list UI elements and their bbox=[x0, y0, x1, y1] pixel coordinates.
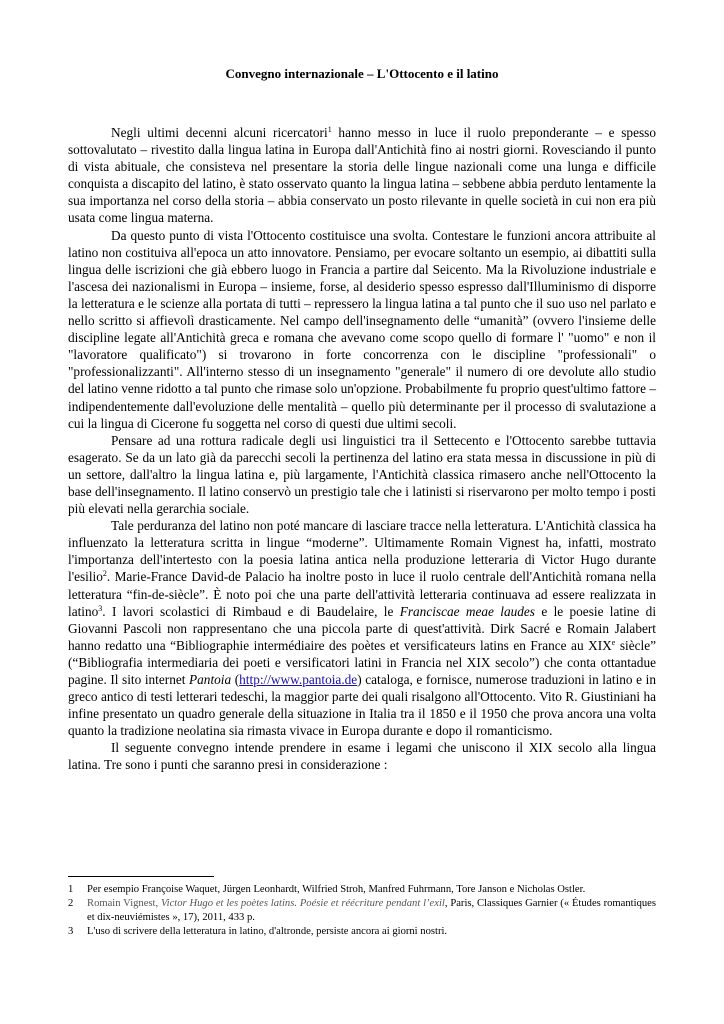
footnote-number-1: 1 bbox=[68, 884, 74, 895]
footnote-ref-3: 3 bbox=[98, 603, 103, 613]
paragraph-4-text-c: . I lavori scolastici di Rimbaud e di Baudelaire, le bbox=[102, 603, 400, 619]
italic-title-franciscae: Franciscae meae laudes bbox=[399, 603, 535, 619]
paragraph-1-text-b: hanno messo in luce il ruolo preponderante – e spesso sottovalutato – rivestito dalla lingua latina in Europa dall'Antichità fino ai nostri giorni. Rovesciando il punto di vista abituale, che consisteva nel presentare la storia delle lingue nazionali come una lunga e difficile conquista a discapito del latino, è stato osservato quanto la lingua latina – sebbene abbia perduto lentamente la sua importanza nel corso della storia – abbia conservato un posto rilevante in quelle società in cui non era più usata come lingua materna. bbox=[68, 125, 656, 226]
paragraph-4-text-b: . Marie-France David-de Palacio ha inoltre posto in luce il ruolo centrale dell'Antichità romana nella letteratura “fin-de-siècle”. È noto poi che una parte dell'attività letteraria continuava ad essere realizzata in latino bbox=[68, 569, 656, 619]
paragraph-4-text-d: e le poesie latine di Giovanni Pascoli non rappresentano che una piccola parte di quest'attività. Dirk Sacré e Romain Jalabert hanno redatto una “Bibliographie intermédiaire des poètes et versificateurs latins en France au XIX bbox=[68, 603, 657, 653]
pantoia-link[interactable]: http://www.pantoia.de bbox=[239, 672, 358, 687]
footnote-text-2 bbox=[87, 897, 656, 924]
body-text bbox=[68, 124, 656, 774]
paragraph-4-text-f: ( bbox=[231, 672, 240, 687]
footnote-3 bbox=[68, 925, 656, 938]
paragraph-4 bbox=[68, 517, 656, 739]
paragraph-2: Da questo punto di vista l'Ottocento costituisce una svolta. Contestare le funzioni ancora attribuite al latino non costituiva all'epoca un atto innovatore. Pensiamo, per evocare soltanto un esempio, ai dibattiti sulla lingua delle iscrizioni che già ebbero luogo in Francia a partire dal Seicento. Ma la Rivoluzione industriale e l'ascesa dei nazionalismi in Europa – insieme, forse, al desiderio spesso espresso dall'Illuminismo di disporre la letteratura e le scienze alla portata di tutti – repressero la lingua latina a tal punto che il suo uso nel parlato e nello scritto si affievolì drasticamente. Nel campo dell'insegnamento delle “umanità” (ovvero l'insieme delle discipline legate all'Antichità greca e romana che avevano come scopo quello di formare l' "uomo" e non il "lavoratore qualificato") si trovarono in forte concorrenza con le discipline "professionali" o "professionalizzanti". All'interno stesso di un insegnamento "generale" il numero di ore devolute allo studio del latino venne ridotto a tal punto che rimase solo un'opzione. Probabilmente fu proprio quest'ultimo fattore – indipendentemente dall'evoluzione delle mentalità – quello più determinante per il processo di svalutazione a cui la lingua di Cicerone fu soggetta nel corso di questi due ultimi secoli. bbox=[68, 227, 656, 431]
footnote-ref-2: 2 bbox=[102, 569, 107, 579]
footnote-number-3: 3 bbox=[68, 926, 74, 938]
footnote-2-book-title: Victor Hugo et les poètes latins. Poésie et réécriture pendant l’exil bbox=[160, 898, 445, 910]
italic-pantoia: Pantoia bbox=[189, 672, 232, 687]
footnote-2-author: Romain Vignest, bbox=[87, 898, 161, 910]
paragraph-4-text-g: ) cataloga, e fornisce, numerose traduzioni in latino e in greco antico di testi letterari tedeschi, la maggior parte dei quali risalgono all'Ottocento. Vito R. Giustiniani ha infine presentato un quadro generale della situazione in Italia tra il 1850 e il 1950 che prova ancora una volta quanto la tradizione neolatina sia rimasta vivace in Europa durante e dopo il romanticismo. bbox=[68, 672, 656, 739]
paragraph-4-text-a: Tale perduranza del latino non poté mancare di lasciare tracce nella letteratura. L'Antichità classica ha influenzato la letteratura scritta in lingue “moderne”. Ultimamente Romain Vignest ha, infatti, mostrato l'importanza dell'intertesto con la poesia latina antica nella produzione letteraria di Victor Hugo durante l'esilio bbox=[68, 518, 656, 585]
footnote-text-1: Per esempio Françoise Waquet, Jürgen Leonhardt, Wilfried Stroh, Manfred Fuhrmann, Tore Janson e Nicholas Ostler. bbox=[87, 884, 586, 895]
paragraph-4-text-e: siècle” (“Bibliografia intermediaria dei poeti e versificatori latini in Francia nel XIX secolo”) che conta ottantadue pagine. Il sito internet bbox=[68, 637, 657, 687]
footnote-1 bbox=[68, 883, 656, 896]
footnote-number-2: 2 bbox=[68, 898, 74, 910]
paragraph-3: Pensare ad una rottura radicale degli usi linguistici tra il Settecento e l'Ottocento sarebbe tuttavia esagerato. Se da un lato già da parecchi secoli la pertinenza del latino era stata messa in discussione in più di un settore, dall'altro la lingua latina e, più largamente, l'Antichità classica rimasero anche nell'Ottocento la base dell'insegnamento. Il latino conservò un prestigio tale che i latinisti si riservarono per molto tempo i posti più elevati nella gerarchia sociale. bbox=[68, 432, 656, 517]
footnotes bbox=[68, 876, 656, 940]
paragraph-5: Il seguente convegno intende prendere in esame i legami che uniscono il XIX secolo alla lingua latina. Tre sono i punti che saranno presi in considerazione : bbox=[68, 740, 656, 773]
superscript-e: e bbox=[611, 637, 616, 647]
paragraph-1 bbox=[68, 124, 656, 227]
footnote-separator bbox=[68, 876, 214, 877]
footnote-2 bbox=[68, 897, 656, 924]
footnote-2-publication: , Paris, Classiques Garnier (« Études romantiques et dix-neuviémistes », 17), 2011, 433 p. bbox=[87, 898, 656, 923]
paragraph-1-text-a: Negli ultimi decenni alcuni ricercatori bbox=[111, 125, 328, 140]
document-title: Convegno internazionale – L'Ottocento e il latino bbox=[225, 66, 499, 81]
footnote-text-3: L'uso di scrivere della letteratura in latino, d'altronde, persiste ancora ai giorni nostri. bbox=[87, 926, 448, 938]
footnote-ref-1: 1 bbox=[327, 125, 332, 134]
